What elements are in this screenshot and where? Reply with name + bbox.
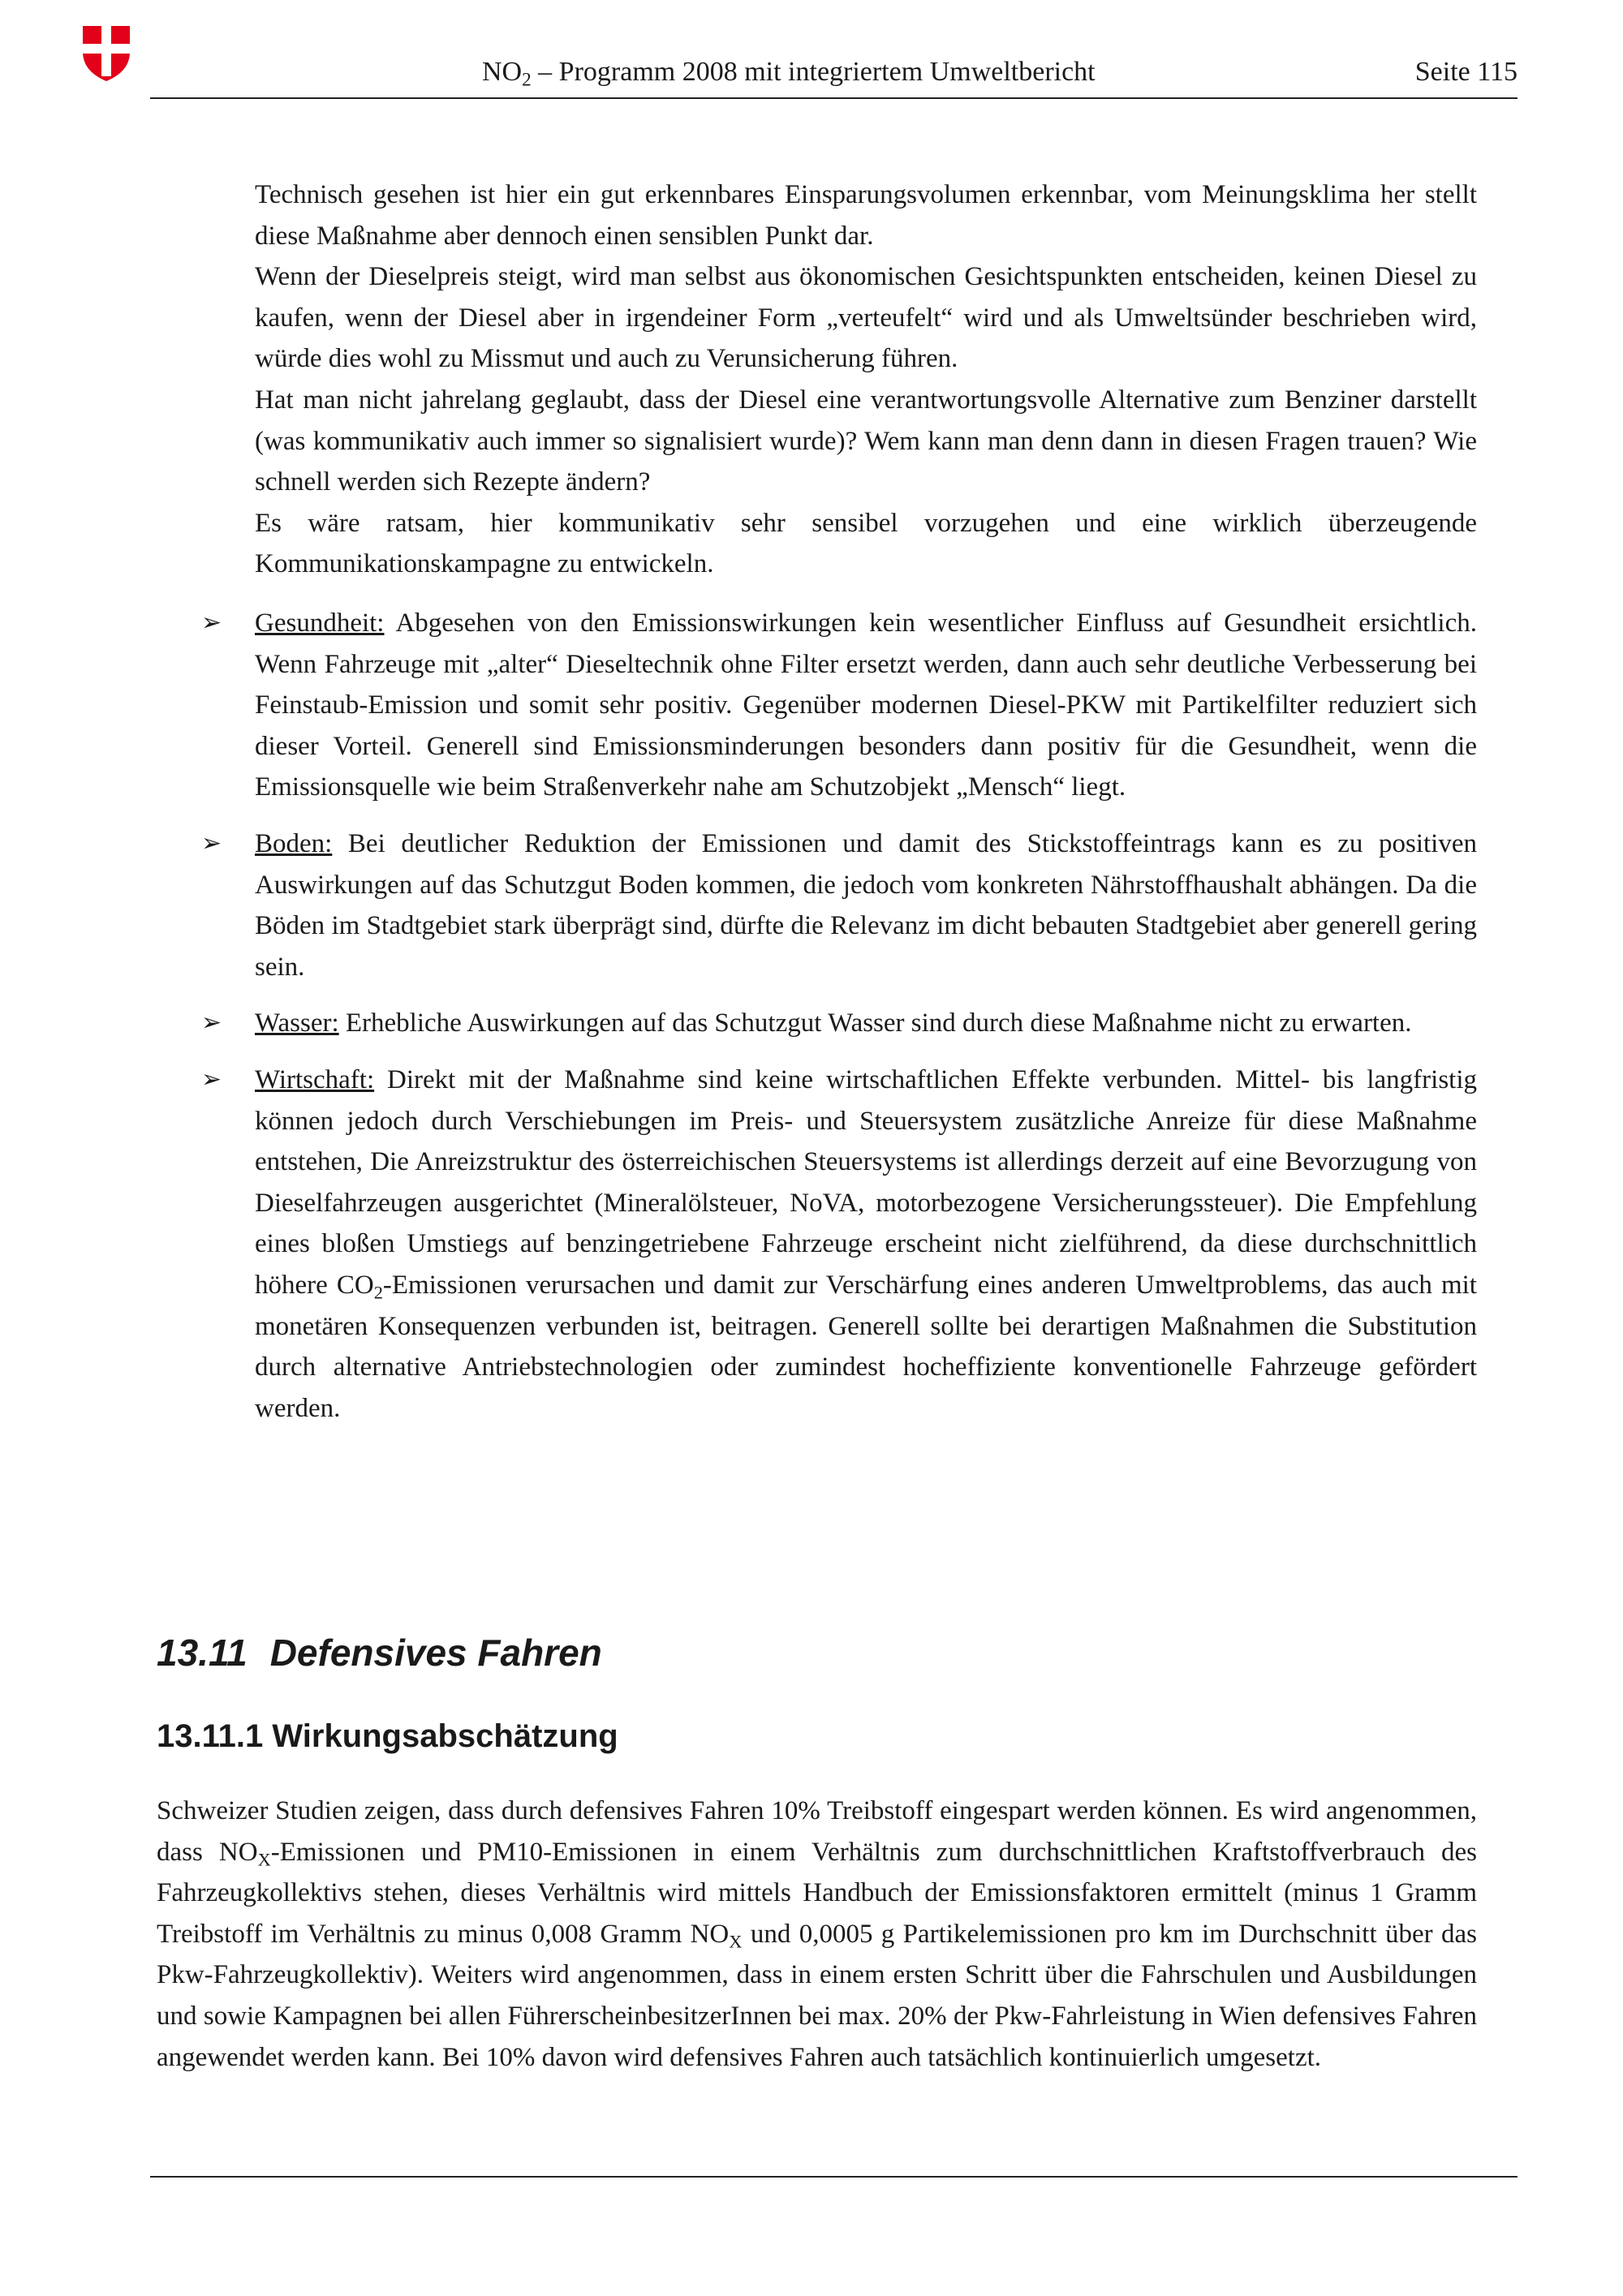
section-heading: 13.11 Defensives Fahren bbox=[157, 1632, 602, 1674]
arrow-bullet-icon: ➢ bbox=[201, 608, 222, 637]
subscript: 2 bbox=[373, 1282, 383, 1303]
bullet-text: Abgesehen von den Emissionswirkungen kein wesentlicher Einfluss auf Gesundheit ersichtlich. Wenn Fahrzeuge mit „alter“ Dieseltechnik ohne Filter ersetzt werden, dann auch sehr deutliche Verbesserung bei Feinstaub-Emission und somit sehr positiv. Gegenüber modernen Diesel-PKW mit Partikelfilter reduziert sich dieser Vorteil. Generell sind Emissionsminderungen besonders dann positiv für die Gesundheit, wenn die Emissionsquelle wie beim Straßenverkehr nahe am Schutzobjekt „Mensch“ liegt. bbox=[255, 608, 1477, 802]
bullet-text: -Emissionen verursachen und damit zur Verschärfung eines anderen Umweltproblems, das auch mit monetären Konsequenzen verbunden ist, beitragen. Generell sollte bei derartigen Maßnahmen die Substitution durch alternative Antriebstechnologien oder zumindest hocheffiziente konventionelle Fahrzeuge gefördert werden. bbox=[255, 1270, 1477, 1423]
bullet-item-gesundheit bbox=[195, 603, 1477, 808]
intro-paragraph: Wenn der Dieselpreis steigt, wird man selbst aus ökonomischen Gesichtspunkten entscheiden, keinen Diesel zu kaufen, wenn der Diesel aber in irgendeiner Form „verteufelt“ wird und als Umweltsünder beschrieben wird, würde dies wohl zu Missmut und auch zu Verunsicherung führen. bbox=[255, 262, 1477, 374]
intro-paragraph: Hat man nicht jahrelang geglaubt, dass der Diesel eine verantwortungsvolle Alternative zum Benziner darstellt (was kommunikativ auch immer so signalisiert wurde)? Wem kann man denn dann in diesen Fragen trauen? Wie schnell werden sich Rezepte ändern? bbox=[255, 385, 1477, 497]
intro-paragraph: Es wäre ratsam, hier kommunikativ sehr sensibel vorzugehen und eine wirklich überzeugende Kommunikationskampagne zu entwickeln. bbox=[255, 508, 1477, 579]
bullet-item-wasser bbox=[195, 1003, 1477, 1044]
intro-paragraphs bbox=[255, 174, 1477, 585]
arrow-bullet-icon: ➢ bbox=[201, 1008, 222, 1038]
header-rule bbox=[150, 97, 1518, 99]
bullet-term: Wirtschaft: bbox=[255, 1064, 375, 1094]
impact-bullet-list bbox=[195, 603, 1477, 1444]
arrow-bullet-icon: ➢ bbox=[201, 1064, 222, 1094]
assessment-paragraph: Schweizer Studien zeigen, dass durch defensives Fahren 10% Treibstoff eingespart werden können. Es wird angenommen, dass $NO_X$-Emissionen und PM10-Emissionen in einem Verhältnis zum durchschnittlichen Kraftstoffverbrauch des Fahrzeugkollektivs stehen, dieses Verhältnis wird mittels Handbuch der Emissionsfaktoren ermittelt (minus 1 Gramm Treibstoff im Verhältnis zu minus 0,008 Gramm $NO_X$ und 0,0005 g Partikelemissionen pro km im Durchschnitt über das Pkw-Fahrzeugkollektiv). Weiters wird angenommen, dass in einem ersten Schritt über die Fahrschulen und Ausbildungen und sowie Kampagnen bei allen FührerscheinbesitzerInnen bei max. 20% der Pkw-Fahrleistung in Wien defensives Fahren angewendet werden kann. Bei 10% davon wird defensives Fahren auch tatsächlich kontinuierlich umgesetzt. bbox=[157, 1796, 1477, 2072]
bullet-item-boden bbox=[195, 823, 1477, 987]
bullet-text: Direkt mit der Maßnahme sind keine wirtschaftlichen Effekte verbunden. Mittel- bis langfristig können jedoch durch Verschiebungen im Preis- und Steuersystem zusätzliche Anreize für diese Maßnahme entstehen, Die Anreizstruktur des österreichischen Steuersystems ist allerdings derzeit auf eine Bevorzugung von Dieselfahrzeugen ausgerichtet (Mineralölsteuer, NoVA, motorbezogene Versicherungssteuer). Die Empfehlung eines bloßen Umstiegs auf benzingetriebene Fahrzeuge erscheint nicht zielführend, da diese durchschnittlich höhere CO bbox=[255, 1064, 1477, 1300]
bullet-term: Wasser: bbox=[255, 1008, 339, 1038]
header-title: $NO_2$ – Programm 2008 mit integriertem Umweltbericht bbox=[482, 57, 1096, 91]
bullet-text: Erhebliche Auswirkungen auf das Schutzgut Wasser sind durch diese Maßnahme nicht zu erwarten. bbox=[338, 1008, 1412, 1038]
subsection-heading: 13.11.1 Wirkungsabschätzung bbox=[157, 1718, 618, 1754]
vienna-coat-of-arms-logo bbox=[81, 24, 131, 83]
bullet-term: Gesundheit: bbox=[255, 608, 385, 638]
footer-rule bbox=[150, 2176, 1518, 2178]
bullet-item-wirtschaft bbox=[195, 1060, 1477, 1429]
header-page-number: Seite 115 bbox=[1414, 57, 1518, 87]
bullet-term: Boden: bbox=[255, 828, 333, 858]
arrow-bullet-icon: ➢ bbox=[201, 828, 222, 858]
intro-paragraph: Technisch gesehen ist hier ein gut erkennbares Einsparungsvolumen erkennbar, vom Meinungsklima her stellt diese Maßnahme aber dennoch einen sensiblen Punkt dar. bbox=[255, 180, 1477, 251]
bullet-text: Bei deutlicher Reduktion der Emissionen und damit des Stickstoffeintrags kann es zu positiven Auswirkungen auf das Schutzgut Boden kommen, die jedoch vom konkreten Nährstoffhaushalt abhängen. Da die Böden im Stadtgebiet stark überprägt sind, dürfte die Relevanz im dicht bebauten Stadtgebiet aber generell gering sein. bbox=[255, 828, 1477, 982]
